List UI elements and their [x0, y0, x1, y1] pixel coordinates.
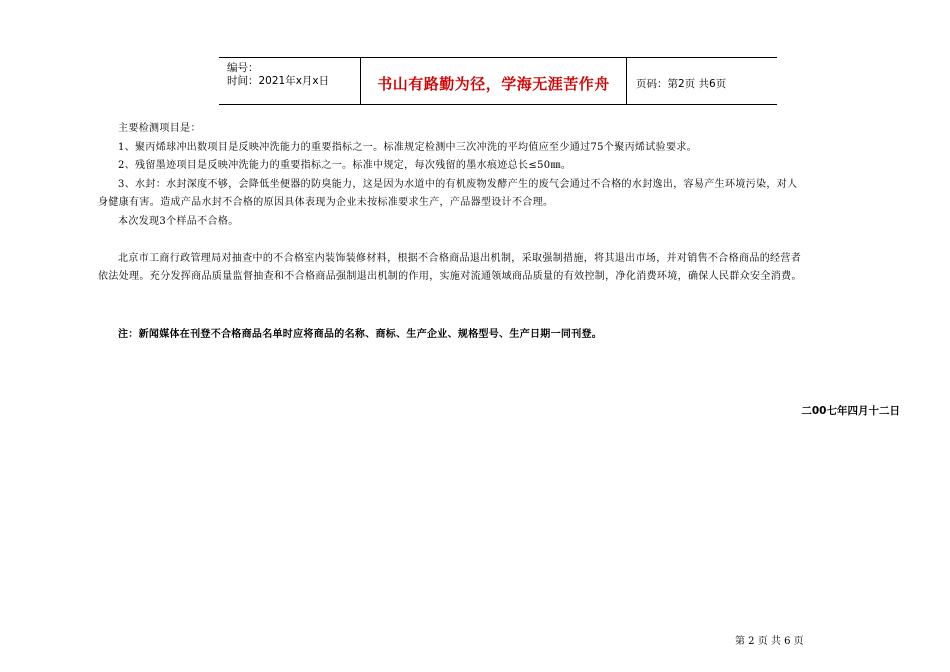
summary-line: 本次发现3个样品不合格。 [118, 215, 239, 227]
document-body [98, 120, 902, 287]
paragraph-2-line-1: 北京市工商行政管理局对抽查中的不合格室内装饰装修材料，根据不合格商品退出机制，采取强制措施，将其退出市场，并对销售不合格商品的经营者 [118, 252, 802, 264]
media-note: 注：新闻媒体在刊登不合格商品名单时应将商品的名称、商标、生产企业、规格型号、生产日期一同刊登。 [118, 329, 603, 340]
paragraph-spacer [118, 231, 902, 250]
motto-text: 书山有路勤为径，学海无涯苦作舟 [361, 58, 627, 104]
item-1: 1、聚丙烯球冲出数项目是反映冲洗能力的重要指标之一。标准规定检测中三次冲洗的平均值应至少通过75个聚丙烯试验要求。 [118, 141, 698, 153]
header-meta-cell [219, 58, 361, 104]
item-3-line-2: 身健康有害。造成产品水封不合格的原因具体表现为企业未按标准要求生产，产品器型设计不合理。 [98, 197, 554, 208]
time-label: 时间：2021年x月x日 [227, 75, 330, 87]
page-footer: 第 2 页 共 6 页 [735, 636, 804, 647]
item-3-line-1: 3、水封：水封深度不够，会降低坐便器的防臭能力，这是因为水道中的有机废物发酵产生的废气会通过不合格的水封逸出，容易产生环境污染，对人 [118, 178, 798, 190]
page-info: 页码：第2页 共6页 [636, 77, 727, 90]
intro-line: 主要检测项目是： [118, 123, 201, 134]
paragraph-2-line-2: 依法处理。充分发挥商品质量监督抽查和不合格商品强制退出机制的作用，实施对流通领域商品质量的有效控制，净化消费环境，确保人民群众安全消费。 [98, 271, 802, 282]
item-2: 2、残留墨迹项目是反映冲洗能力的重要指标之一。标准中规定，每次残留的墨水痕迹总长≤50㎜。 [118, 160, 572, 171]
serial-number-label: 编号： [227, 62, 259, 74]
document-date: 二00七年四月十二日 [801, 405, 900, 417]
document-header [219, 57, 777, 105]
